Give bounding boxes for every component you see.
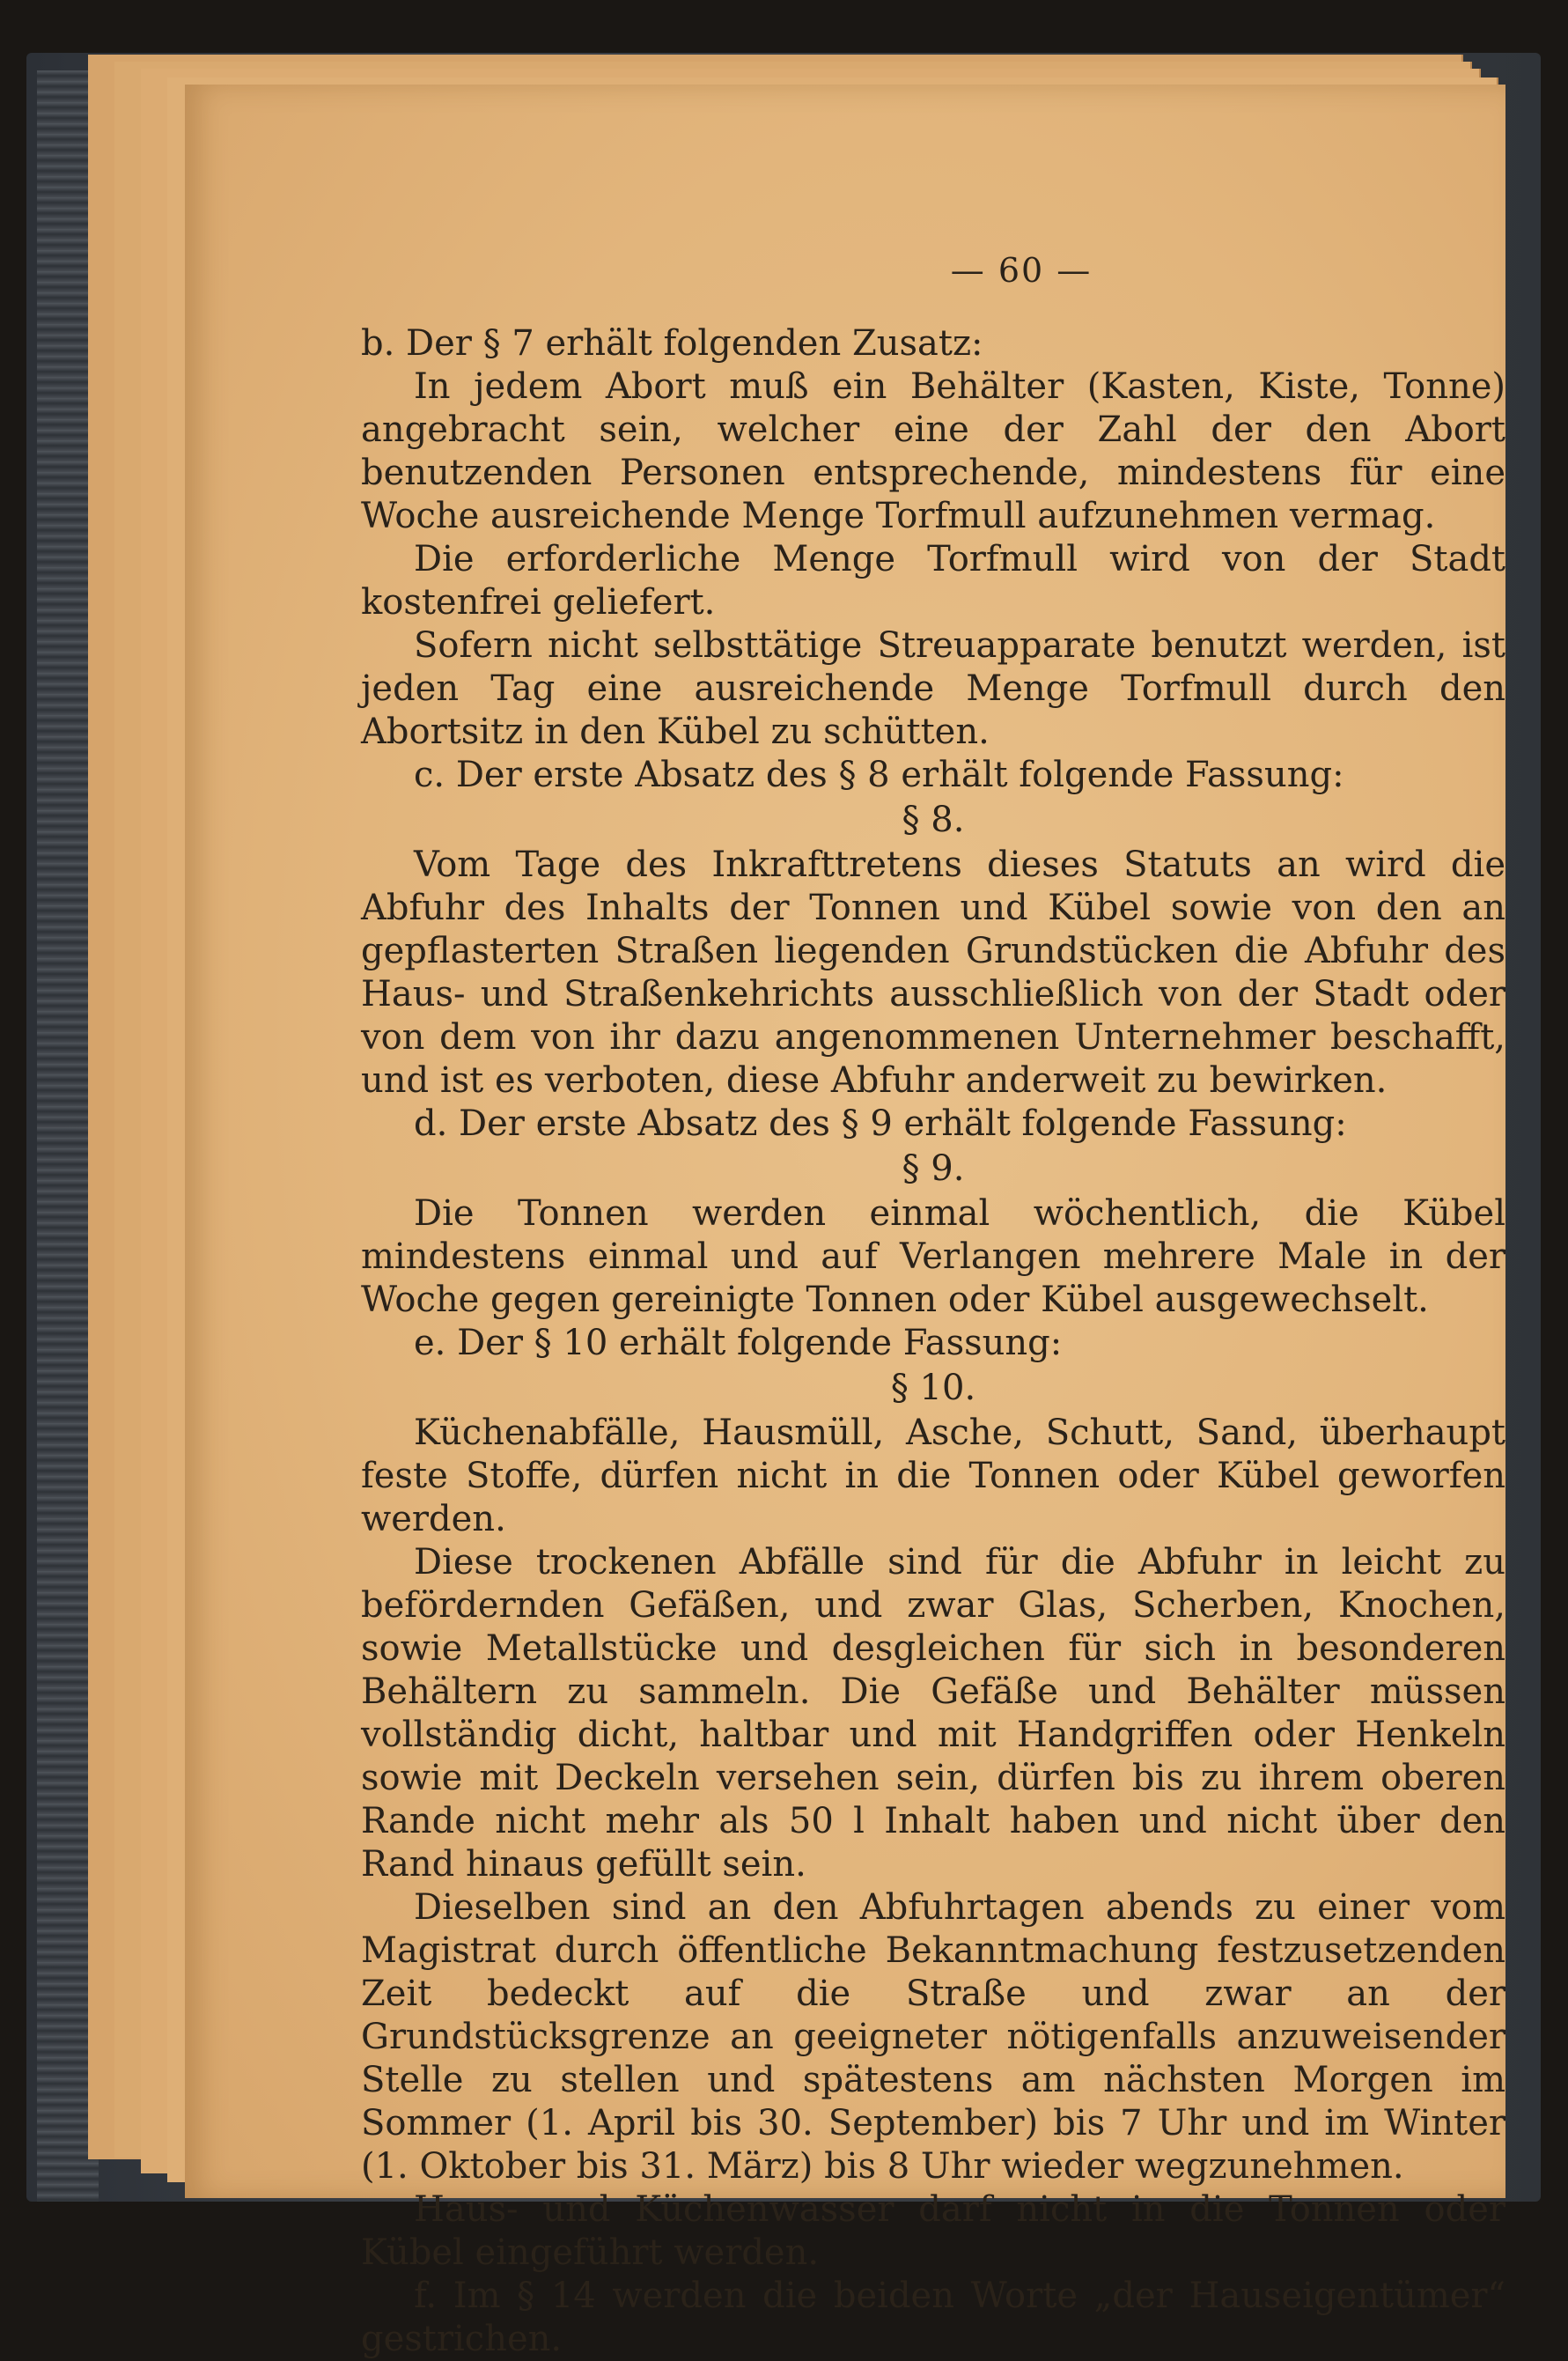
page-text [361, 238, 1505, 2361]
clause-b-heading: b. Der § 7 erhält folgenden Zusatz: [361, 323, 983, 364]
clause-f-heading: f. Im § 14 werden die beiden Worte „der Hauseigentümer“ gestrichen. [361, 2276, 1505, 2359]
clause-b-paragraph: Sofern nicht selbsttätige Streuapparate benutzt werden, ist jeden Tag eine ausreichende Menge Torfmull durch den Abortsitz in den Kübel zu schütten. [361, 625, 1505, 752]
section-10-paragraph: Diese trockenen Abfälle sind für die Abfuhr in leicht zu befördernden Gefäßen, und zwar Glas, Scherben, Knochen, sowie Metallstücke und desgleichen für sich in besonderen Behältern zu sammeln. Die Gefäße und Behälter müssen vollständig dicht, haltbar und mit Handgriffen oder Henkeln sowie mit Deckeln versehen sein, dürfen bis zu ihrem oberen Rande nicht mehr als 50 l Inhalt haben und nicht über den Rand hinaus gefüllt sein. [361, 1542, 1505, 1885]
clause-d-heading: d. Der erste Absatz des § 9 erhält folgende Fassung: [414, 1103, 1347, 1144]
page-number: — 60 — [950, 251, 1093, 290]
clause-b-paragraph: Die erforderliche Menge Torfmull wird von der Stadt kostenfrei geliefert. [361, 539, 1505, 623]
section-10-paragraph: Haus- und Küchenwasser darf nicht in die Tonnen oder Kübel eingeführt werden. [361, 2189, 1505, 2273]
clause-e-heading: e. Der § 10 erhält folgende Fassung: [414, 1323, 1063, 1363]
clause-b-paragraph: In jedem Abort muß ein Behälter (Kasten, Kiste, Tonne) angebracht sein, welcher eine der Zahl der den Abort benutzenden Personen entsprechende, mindestens für eine Woche ausreichende Menge Torfmull aufzunehmen vermag. [361, 366, 1505, 536]
section-8-paragraph: Vom Tage des Inkrafttretens dieses Statuts an wird die Abfuhr des Inhalts der Tonnen und Kübel sowie von den an gepflasterten Straßen liegenden Grundstücken die Abfuhr des Haus- und Straßenkehrichts ausschließlich von der Stadt oder von dem von ihr dazu angenommenen Unternehmer beschafft, und ist es verboten, diese Abfuhr anderweit zu bewirken. [361, 845, 1505, 1101]
section-10-paragraph: Dieselben sind an den Abfuhrtagen abends zu einer vom Magistrat durch öffentliche Bekanntmachung festzusetzenden Zeit bedeckt auf die Straße und zwar an der Grundstücksgrenze an geeigneter nötigenfalls anzuweisender Stelle zu stellen und spätestens am nächsten Morgen im Sommer (1. April bis 30. September) bis 7 Uhr und im Winter (1. Oktober bis 31. März) bis 8 Uhr wieder wegzunehmen. [361, 1887, 1505, 2187]
section-heading-10: § 10. [890, 1368, 976, 1408]
section-10-paragraph: Küchenabfälle, Hausmüll, Asche, Schutt, Sand, überhaupt feste Stoffe, dürfen nicht in die Tonnen oder Kübel geworfen werden. [361, 1413, 1505, 1539]
clause-c-heading: c. Der erste Absatz des § 8 erhält folgende Fassung: [414, 755, 1344, 795]
section-9-paragraph: Die Tonnen werden einmal wöchentlich, die Kübel mindestens einmal und auf Verlangen mehrere Male in der Woche gegen gereinigte Tonnen oder Kübel ausgewechselt. [361, 1193, 1505, 1320]
section-heading-8: § 8. [902, 800, 965, 840]
section-heading-9: § 9. [902, 1148, 965, 1189]
